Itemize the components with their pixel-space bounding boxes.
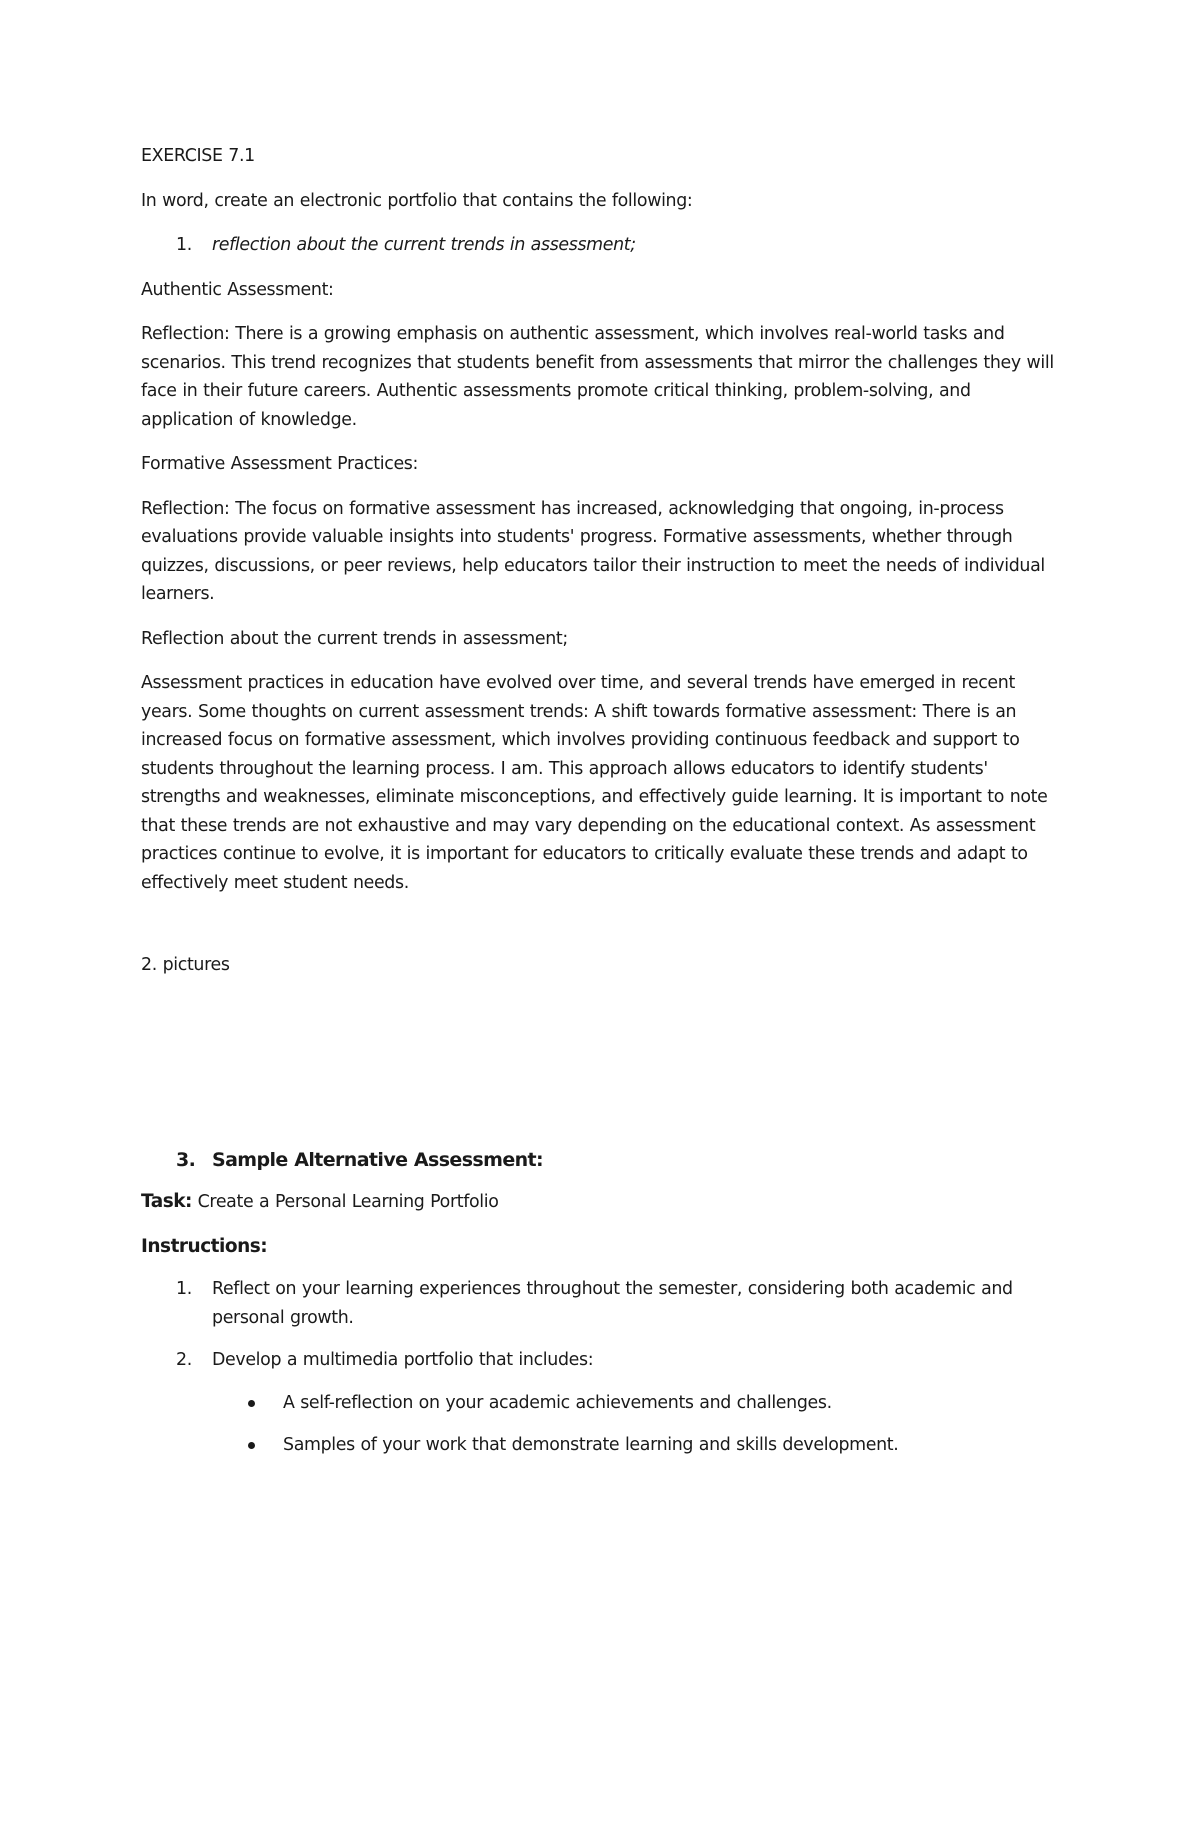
trends-heading: Reflection about the current trends in assessment; bbox=[141, 628, 568, 649]
document-body bbox=[141, 142, 1061, 1474]
list-item-text: reflection about the current trends in assessment; bbox=[212, 235, 636, 255]
pictures-placeholder bbox=[141, 996, 1061, 1146]
task-line bbox=[141, 1188, 1061, 1217]
intro-text: In word, create an electronic portfolio that contains the following: bbox=[141, 190, 693, 211]
bullet-icon bbox=[248, 1400, 255, 1407]
spacer bbox=[141, 913, 1061, 951]
list-item-reflection bbox=[141, 231, 1061, 260]
bullet-item bbox=[141, 1389, 1061, 1418]
exercise-title: EXERCISE 7.1 bbox=[141, 146, 255, 166]
instruction-item bbox=[141, 1346, 1061, 1375]
list-number: 1. bbox=[176, 235, 192, 255]
bullet-item bbox=[141, 1431, 1061, 1460]
instruction-text: Develop a multimedia portfolio that includes: bbox=[212, 1350, 594, 1370]
section3-title: Sample Alternative Assessment: bbox=[212, 1148, 544, 1171]
instruction-number: 2. bbox=[176, 1350, 192, 1370]
bullet-text: Samples of your work that demonstrate learning and skills development. bbox=[283, 1435, 899, 1455]
pictures-item: 2. pictures bbox=[141, 955, 230, 975]
instructions-heading: Instructions: bbox=[141, 1235, 268, 1257]
instruction-item bbox=[141, 1275, 1061, 1332]
task-text: Create a Personal Learning Portfolio bbox=[191, 1192, 499, 1212]
authentic-reflection: Reflection: There is a growing emphasis on authentic assessment, which involves real-world tasks and scenarios. This trend recognizes that students benefit from assessments that mirror the challenges they will face in their future careers. Authentic assessments promote critical thinking, problem-solving, and application of knowledge. bbox=[141, 324, 1054, 430]
trends-body: Assessment practices in education have evolved over time, and several trends have emerged in recent years. Some thoughts on current assessment trends: A shift towards formative assessment: There is an increased focus on formative assessment, which involves providing continuous feedback and support to students throughout the learning process. I am. This approach allows educators to identify students' strengths and weaknesses, eliminate misconceptions, and effectively guide learning. It is important to note that these trends are not exhaustive and may vary depending on the educational context. As assessment practices continue to evolve, it is important for educators to critically evaluate these trends and adapt to effectively meet student needs. bbox=[141, 673, 1048, 893]
formative-heading: Formative Assessment Practices: bbox=[141, 454, 419, 474]
instruction-text: Reflect on your learning experiences throughout the semester, considering both academic and personal growth. bbox=[212, 1279, 1013, 1328]
instruction-number: 1. bbox=[176, 1279, 192, 1299]
section3-heading bbox=[141, 1146, 1061, 1175]
authentic-heading: Authentic Assessment: bbox=[141, 279, 334, 300]
task-label: Task: bbox=[141, 1191, 192, 1212]
bullet-text: A self-reflection on your academic achievements and challenges. bbox=[283, 1392, 832, 1413]
section3-number: 3. bbox=[176, 1148, 196, 1171]
bullet-icon bbox=[248, 1442, 255, 1449]
formative-reflection: Reflection: The focus on formative assessment has increased, acknowledging that ongoing, in-process evaluations provide valuable insights into students' progress. Formative assessments, whether through quizzes, discussions, or peer reviews, help educators tailor their instruction to meet the needs of individual learners. bbox=[141, 498, 1045, 604]
